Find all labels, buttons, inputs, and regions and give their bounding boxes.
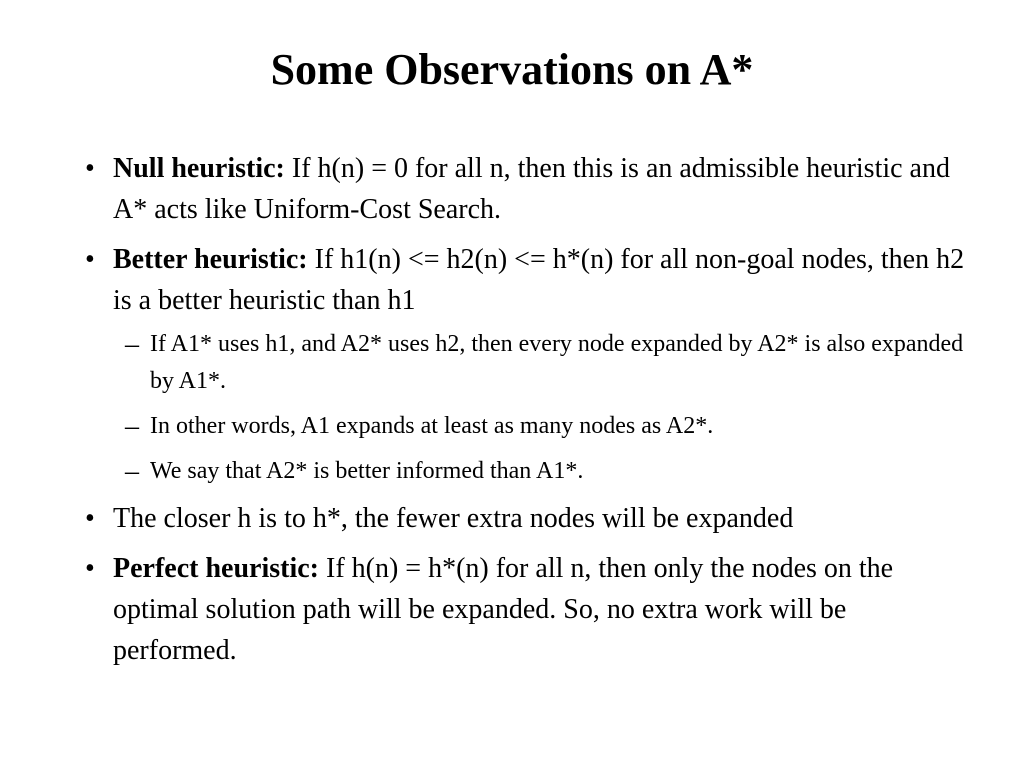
bullet-marker: • xyxy=(85,153,95,184)
sub-bullet xyxy=(113,453,965,490)
sub-bullet xyxy=(113,326,965,400)
bullet-marker: • xyxy=(85,503,95,534)
bullet-text: The closer h is to h*, the fewer extra nodes will be expanded xyxy=(113,503,794,534)
sub-bullet-marker: – xyxy=(125,329,139,360)
bullet-marker: • xyxy=(85,244,95,275)
sub-bullet-list xyxy=(113,326,965,490)
bullet-list xyxy=(85,148,965,680)
sub-bullet xyxy=(113,408,965,445)
bullet-perfect-heuristic xyxy=(85,548,965,671)
bullet-label: Perfect heuristic: xyxy=(113,553,319,584)
sub-bullet-marker: – xyxy=(125,456,139,487)
bullet-marker: • xyxy=(85,553,95,584)
slide-title: Some Observations on A* xyxy=(270,45,754,94)
sub-bullet-marker: – xyxy=(125,411,139,442)
bullet-better-heuristic xyxy=(85,239,965,490)
bullet-closer-h xyxy=(85,498,965,539)
sub-bullet-text: If A1* uses h1, and A2* uses h2, then every node expanded by A2* is also expanded by A1*. xyxy=(150,331,964,394)
bullet-text: If h(n) = 0 for all n, then this is an admissible heuristic and A* acts like Uniform-Cost Search. xyxy=(113,153,950,225)
sub-bullet-text: We say that A2* is better informed than A1*. xyxy=(150,458,584,484)
bullet-text: If h(n) = h*(n) for all n, then only the nodes on the optimal solution path will be expanded. So, no extra work will be performed. xyxy=(113,553,894,666)
sub-bullet-text: In other words, A1 expands at least as many nodes as A2*. xyxy=(150,413,714,439)
bullet-label: Null heuristic: xyxy=(113,153,285,184)
bullet-null-heuristic xyxy=(85,148,965,230)
bullet-text: If h1(n) <= h2(n) <= h*(n) for all non-goal nodes, then h2 is a better heuristic than h1 xyxy=(113,244,965,316)
bullet-label: Better heuristic: xyxy=(113,244,308,275)
